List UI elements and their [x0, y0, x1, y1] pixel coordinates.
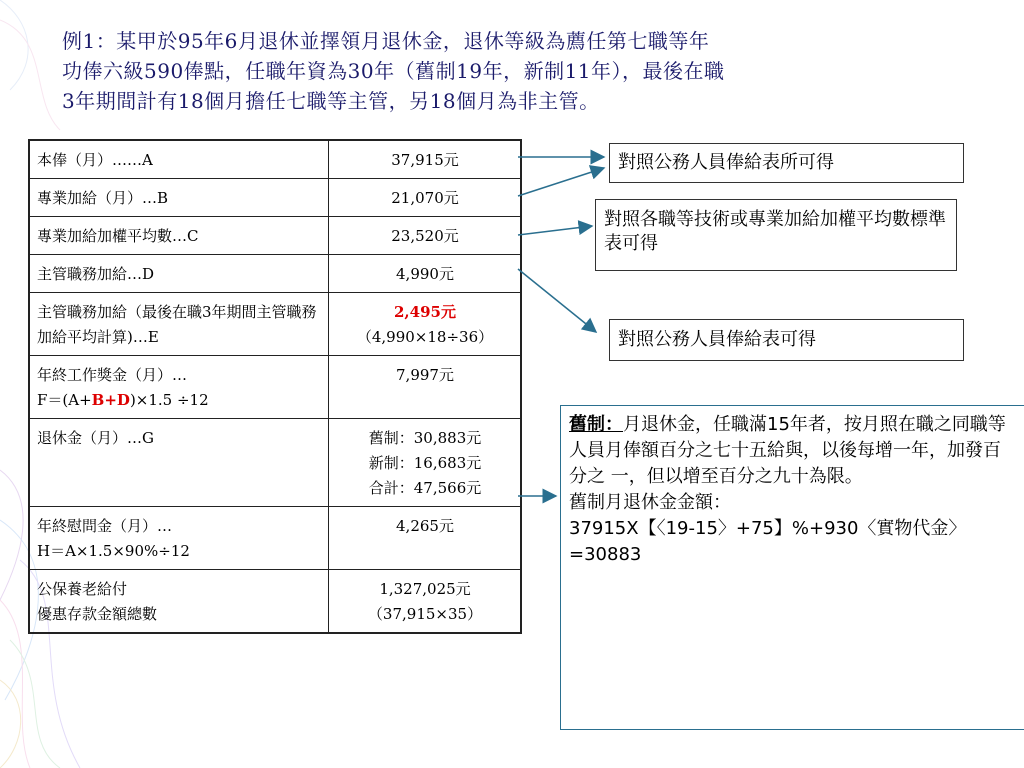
row-value: 23,520元	[329, 217, 522, 255]
table-row	[29, 356, 521, 419]
page-title: 例1：某甲於95年6月退休並擇領月退休金，退休等級為薦任第七職等年 功俸六級590俸點，任職年資為30年（舊制19年，新制11年），最後在職 3年期間計有18個月擔任七職等主管，另18個月為非主管。	[62, 29, 725, 113]
row-value: 21,070元	[329, 179, 522, 217]
old-system-heading: 舊制：	[569, 414, 623, 435]
label-formula: H＝A×1.5×90%÷12	[37, 542, 190, 560]
row-label: 專業加給加權平均數…C	[29, 217, 329, 255]
row-value	[329, 293, 522, 356]
label-line: 公保養老給付	[37, 580, 128, 598]
value-formula: （4,990×18÷36）	[356, 328, 494, 346]
old-system-formula: 37915X【〈19-15〉+75】%+930〈實物代金〉=30883	[569, 518, 967, 565]
row-label: 專業加給（月）…B	[29, 179, 329, 217]
label-line: 優惠存款金額總數	[37, 605, 158, 623]
table-row	[29, 507, 521, 570]
table-row	[29, 293, 521, 356]
note-box-allowance-table	[595, 199, 957, 271]
table-row	[29, 140, 521, 179]
row-value	[329, 419, 522, 507]
formula-part: )×1.5 ÷12	[129, 391, 209, 409]
value-formula: （37,915×35）	[367, 605, 483, 623]
row-value	[329, 570, 522, 634]
row-label	[29, 570, 329, 634]
row-value: 7,997元	[329, 356, 522, 419]
formula-highlight: B+D	[91, 391, 130, 409]
row-label: 主管職務加給（最後在職3年期間主管職務加給平均計算)…E	[29, 293, 329, 356]
label-line: 年終工作獎金（月）…	[37, 366, 188, 384]
calculation-table	[28, 139, 522, 634]
row-label: 退休金（月）…G	[29, 419, 329, 507]
value-line: 合計：47,566元	[368, 479, 482, 497]
value-line: 新制：16,683元	[368, 454, 482, 472]
row-value: 37,915元	[329, 140, 522, 179]
table-row	[29, 179, 521, 217]
table-row	[29, 255, 521, 293]
old-system-amount-label: 舊制月退休金金額：	[569, 492, 731, 513]
row-label	[29, 356, 329, 419]
old-system-text: 月退休金，任職滿15年者，按月照在職之同職等人員月俸額百分之七十五給與，以後每增一年，加發百分之 一，但以增至百分之九十為限。	[569, 414, 1006, 487]
formula-part: F＝(A+	[37, 391, 92, 409]
row-value: 4,990元	[329, 255, 522, 293]
note-text: 對照公務人員俸給表所可得	[618, 152, 834, 173]
table-row	[29, 570, 521, 634]
row-label: 主管職務加給…D	[29, 255, 329, 293]
note-box-salary-table	[609, 143, 964, 183]
value-highlight: 2,495元	[394, 303, 456, 321]
row-label: 本俸（月）……A	[29, 140, 329, 179]
value-line: 舊制：30,883元	[368, 429, 482, 447]
note-box-salary-table-2	[609, 319, 964, 361]
value-line: 1,327,025元	[379, 580, 471, 598]
label-line: 年終慰問金（月）…	[37, 517, 173, 535]
table-row	[29, 217, 521, 255]
old-system-explanation-box	[560, 405, 1024, 730]
note-text: 對照各職等技術或專業加給加權平均數標準表可得	[604, 209, 946, 254]
row-label	[29, 507, 329, 570]
note-text: 對照公務人員俸給表可得	[618, 329, 816, 350]
row-value: 4,265元	[329, 507, 522, 570]
table-row	[29, 419, 521, 507]
label-formula	[37, 388, 322, 413]
